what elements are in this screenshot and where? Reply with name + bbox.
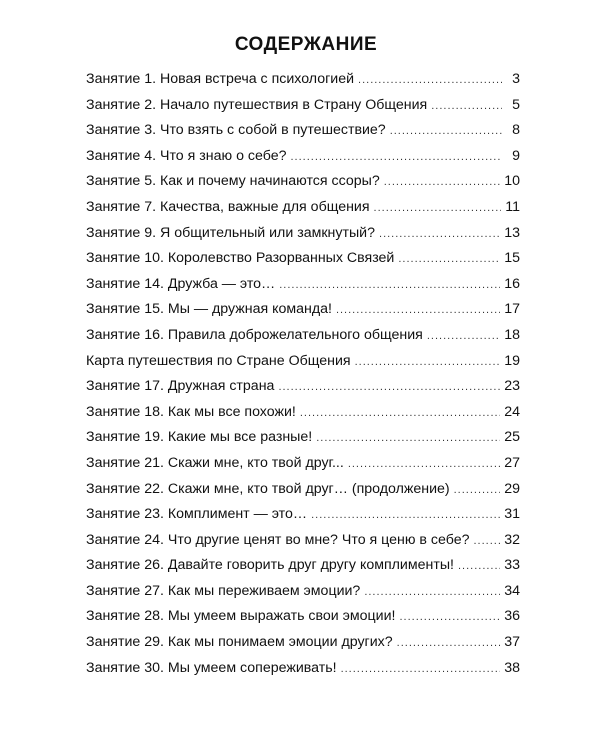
dot-leader — [473, 532, 500, 550]
toc-entry-page-number: 9 — [512, 147, 520, 164]
toc-entry-page-number: 17 — [504, 301, 520, 318]
toc-entry-title: Занятие 27. Как мы переживаем эмоции? — [86, 582, 361, 599]
toc-entry-title: Занятие 9. Я общительный или замкнутый? — [86, 224, 376, 241]
toc-entry — [86, 326, 520, 352]
toc-entry-title: Занятие 28. Мы умеем выражать свои эмоции! — [86, 608, 396, 625]
dot-leader — [458, 557, 500, 575]
toc-entry — [86, 607, 520, 633]
toc-entry — [86, 70, 520, 96]
dot-leader — [311, 506, 500, 524]
toc-entry-page-number: 19 — [504, 352, 520, 369]
dot-leader — [374, 199, 502, 217]
dot-leader — [355, 353, 501, 371]
dot-leader — [399, 608, 500, 626]
toc-entry — [86, 224, 520, 250]
toc-entry-title: Занятие 21. Скажи мне, кто твой друг... — [86, 454, 344, 471]
dot-leader — [348, 455, 500, 473]
toc-entry-title: Карта путешествия по Стране Общения — [86, 352, 351, 369]
toc-entry — [86, 582, 520, 608]
toc-entry — [86, 147, 520, 173]
toc-entry-page-number: 5 — [512, 96, 520, 113]
toc-entry-title: Занятие 1. Новая встреча с психологией — [86, 71, 355, 87]
toc-entry-title: Занятие 15. Мы — дружная команда! — [86, 301, 332, 318]
dot-leader — [358, 71, 502, 89]
toc-entry — [86, 249, 520, 275]
toc-entry — [86, 377, 520, 403]
dot-leader — [397, 634, 501, 652]
dot-leader — [278, 378, 500, 396]
page-title: СОДЕРЖАНИЕ — [234, 34, 378, 55]
toc-entry — [86, 505, 520, 531]
toc-entry — [86, 428, 520, 454]
toc-entry-page-number: 10 — [504, 173, 520, 190]
dot-leader — [300, 404, 500, 422]
toc-entry — [86, 531, 520, 557]
toc-entry-title: Занятие 26. Давайте говорить друг другу комплименты! — [86, 557, 454, 574]
toc-entry-title: Занятие 4. Что я знаю о себе? — [86, 147, 287, 164]
toc-entry-page-number: 23 — [504, 378, 520, 395]
dot-leader — [279, 276, 500, 294]
toc-entry-title: Занятие 30. Мы умеем сопереживать! — [86, 659, 337, 676]
toc-entry-page-number: 8 — [512, 122, 520, 139]
toc-entry — [86, 300, 520, 326]
toc-entry-page-number: 38 — [504, 659, 520, 676]
toc-entry-title: Занятие 14. Дружба — это… — [86, 275, 276, 292]
dot-leader — [336, 301, 500, 319]
dot-leader — [379, 225, 500, 243]
toc-entry-title: Занятие 19. Какие мы все разные! — [86, 429, 313, 446]
toc-entry-page-number: 3 — [512, 71, 520, 87]
toc-entry-page-number: 31 — [504, 506, 520, 523]
dot-leader — [398, 250, 500, 268]
toc-entry-page-number: 27 — [504, 454, 520, 471]
dot-leader — [427, 327, 500, 345]
toc-entry-title: Занятие 22. Скажи мне, кто твой друг… (продолжение) — [86, 480, 450, 497]
toc-entry-title: Занятие 29. Как мы понимаем эмоции других? — [86, 634, 393, 651]
toc-entry-title: Занятие 3. Что взять с собой в путешествие? — [86, 122, 386, 139]
dot-leader — [454, 481, 501, 499]
dot-leader — [390, 122, 502, 140]
toc-entry-page-number: 36 — [504, 608, 520, 625]
toc-entry-page-number: 32 — [504, 531, 520, 548]
toc-entry-title: Занятие 10. Королевство Разорванных Связей — [86, 250, 395, 267]
toc-entry — [86, 403, 520, 429]
toc-entry-title: Занятие 16. Правила доброжелательного общения — [86, 326, 423, 343]
toc-entry-page-number: 18 — [504, 326, 520, 343]
toc-entry-page-number: 13 — [504, 224, 520, 241]
toc-entry-page-number: 37 — [504, 634, 520, 651]
toc-entry — [86, 480, 520, 506]
toc-entry-title: Занятие 2. Начало путешествия в Страну Общения — [86, 96, 428, 113]
toc-entry-title: Занятие 7. Качества, важные для общения — [86, 198, 370, 215]
toc-entry — [86, 659, 520, 685]
toc-entry — [86, 198, 520, 224]
toc-entry-page-number: 15 — [504, 250, 520, 267]
toc-entry — [86, 454, 520, 480]
toc-entry-title: Занятие 5. Как и почему начинаются ссоры? — [86, 173, 380, 190]
toc-entry-title: Занятие 23. Комплимент — это… — [86, 506, 308, 523]
toc-entry — [86, 172, 520, 198]
toc-entry-title: Занятие 17. Дружная страна — [86, 378, 275, 395]
toc-entry — [86, 121, 520, 147]
toc-entry-page-number: 33 — [504, 557, 520, 574]
toc-entry-page-number: 34 — [504, 582, 520, 599]
dot-leader — [364, 583, 500, 601]
toc-entry-page-number: 25 — [504, 429, 520, 446]
dot-leader — [290, 148, 502, 166]
toc-entry — [86, 275, 520, 301]
toc-entry-title: Занятие 18. Как мы все похожи! — [86, 403, 296, 420]
dot-leader — [384, 173, 500, 191]
toc-entry-page-number: 11 — [505, 198, 520, 215]
toc-entry-title: Занятие 24. Что другие ценят во мне? Что я ценю в себе? — [86, 531, 470, 548]
toc-entry — [86, 556, 520, 582]
toc-entry — [86, 352, 520, 378]
toc-entry-page-number: 29 — [504, 480, 520, 497]
dot-leader — [341, 660, 501, 678]
dot-leader — [316, 429, 500, 447]
toc-entry — [86, 633, 520, 659]
toc-entry — [86, 96, 520, 122]
toc-entry-page-number: 16 — [504, 275, 520, 292]
dot-leader — [431, 97, 502, 115]
toc-entry-page-number: 24 — [504, 403, 520, 420]
table-of-contents — [86, 70, 520, 684]
